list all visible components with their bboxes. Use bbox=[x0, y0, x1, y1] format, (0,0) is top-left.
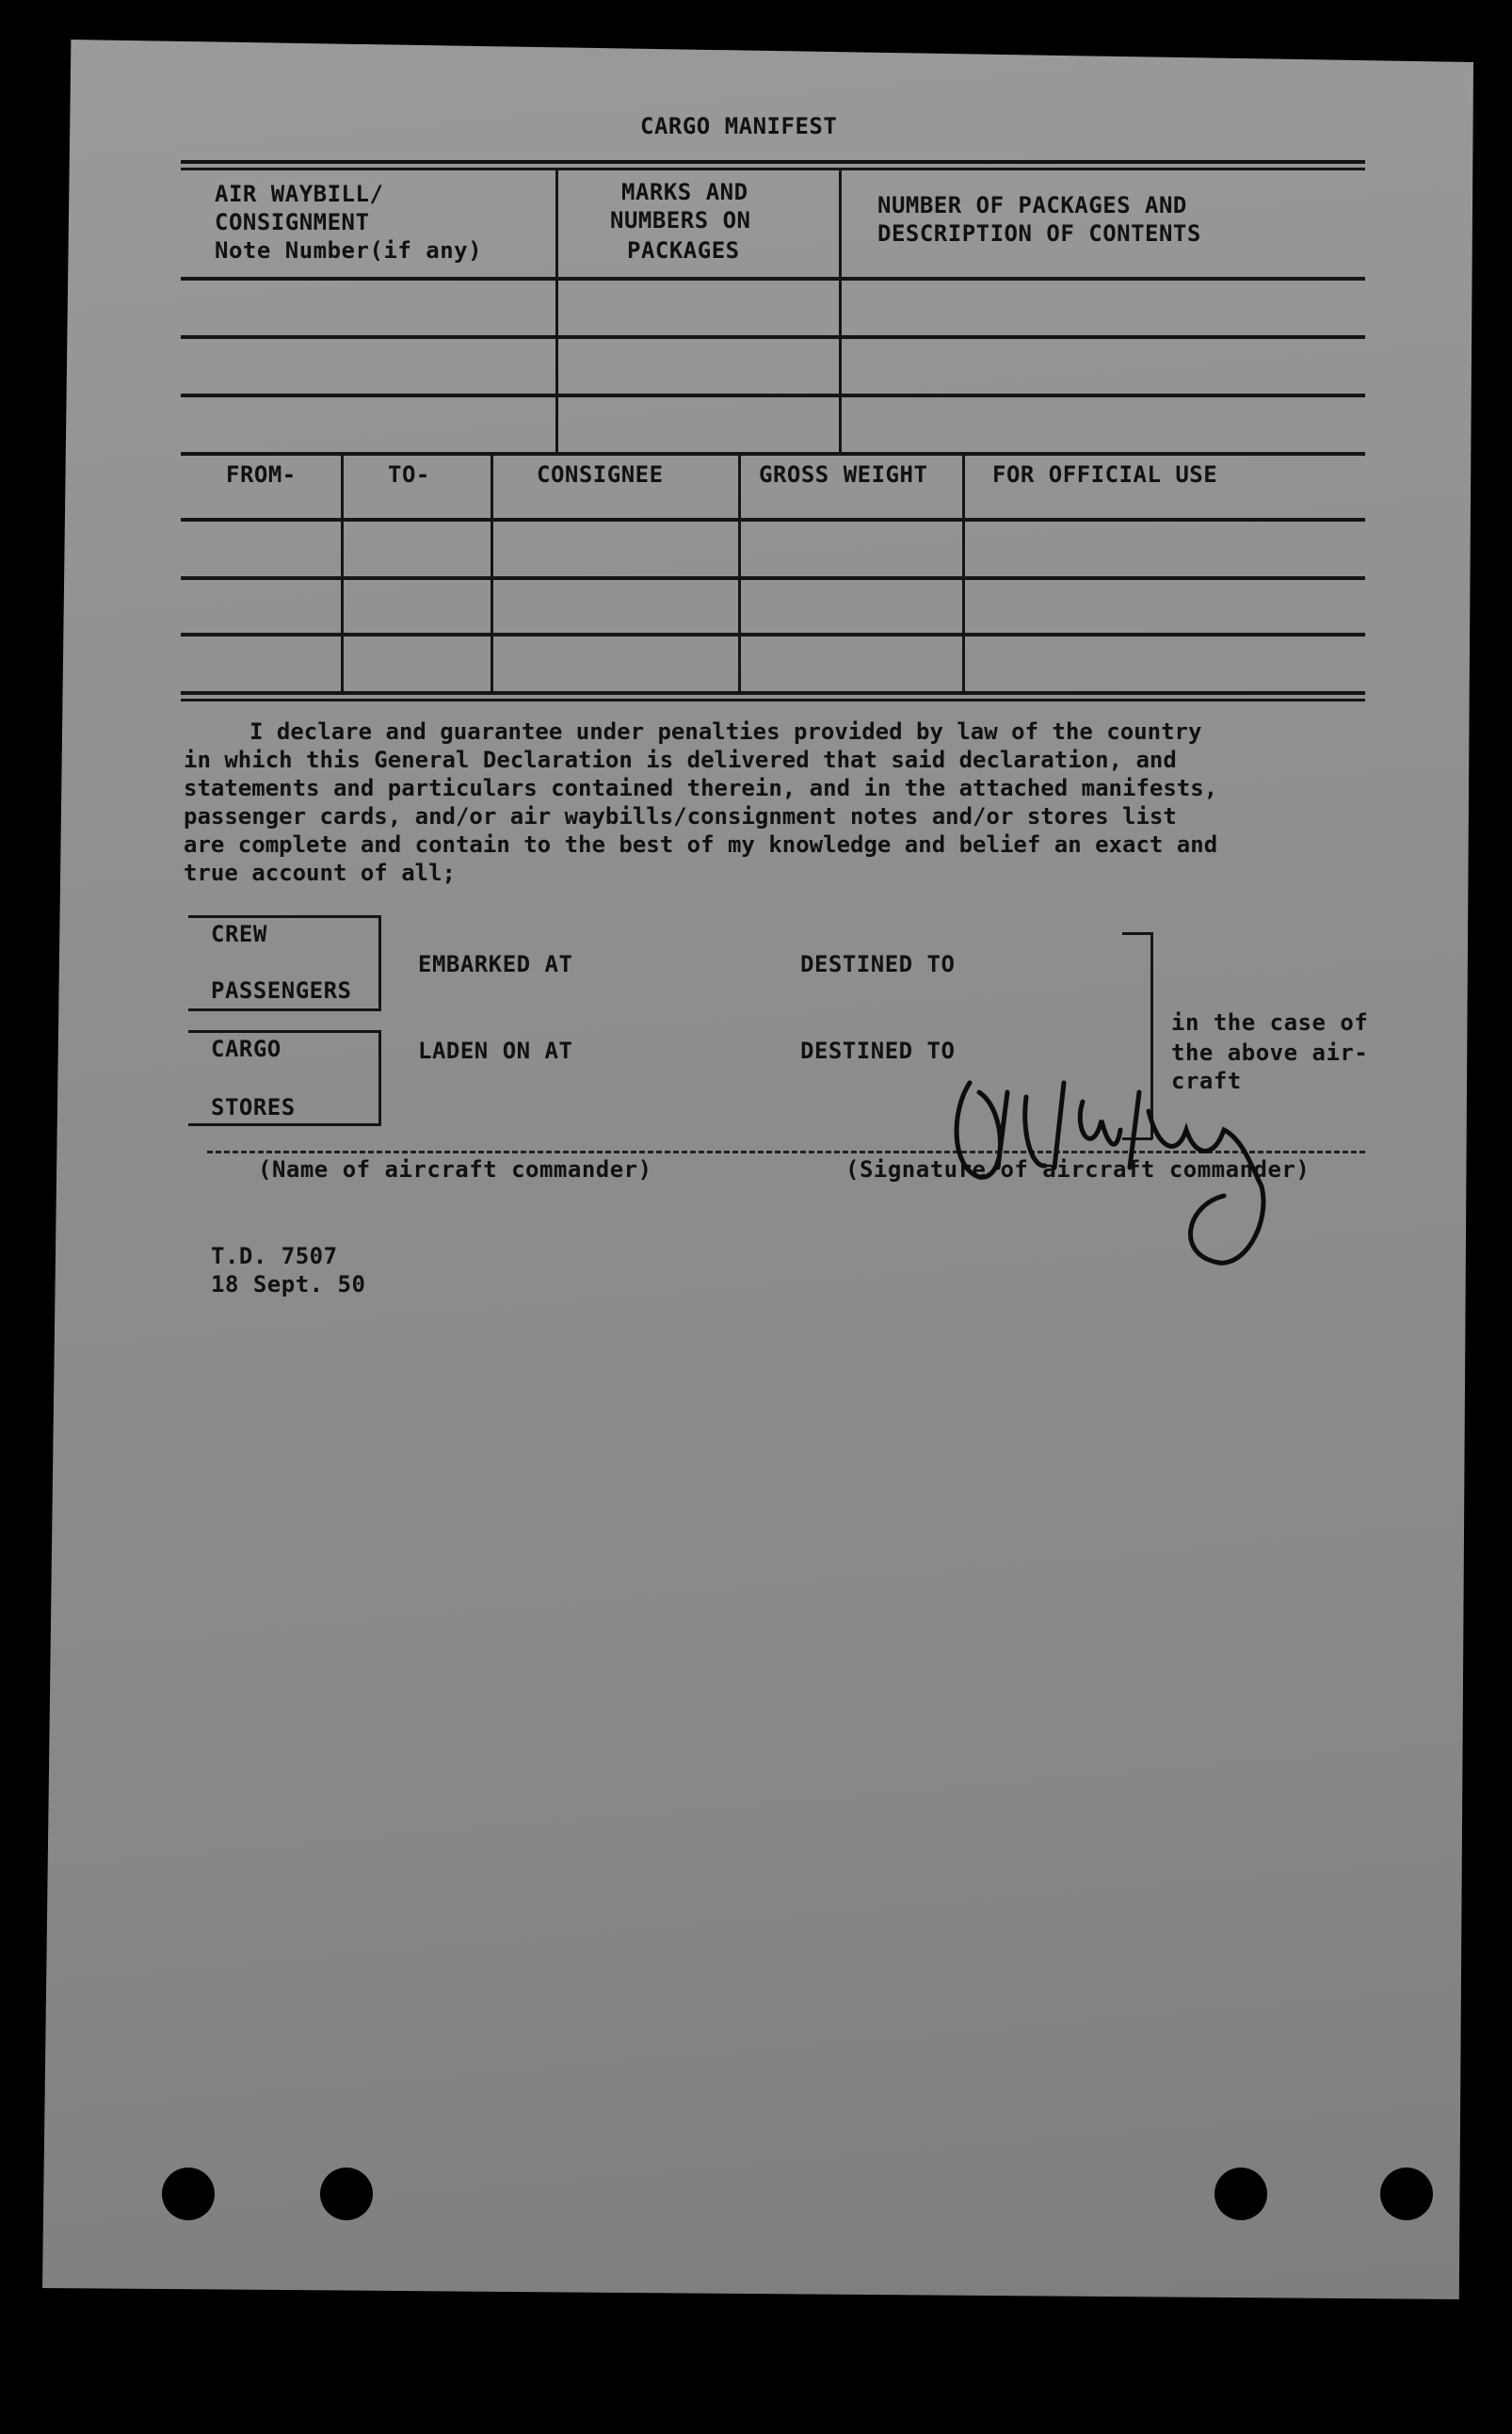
label-destined-to-2: DESTINED TO bbox=[800, 1038, 956, 1064]
side-note-line-1: in the case of bbox=[1171, 1009, 1369, 1036]
side-note-line-3: craft bbox=[1171, 1068, 1242, 1094]
punch-hole-4 bbox=[1380, 2168, 1433, 2220]
form-id-date: 18 Sept. 50 bbox=[211, 1271, 366, 1298]
header-gross-weight: GROSS WEIGHT bbox=[759, 461, 928, 488]
header-packages-line1: NUMBER OF PACKAGES AND bbox=[877, 192, 1187, 218]
second-table-bottom-2 bbox=[181, 699, 1365, 701]
declaration-line-2: in which this General Declaration is delivered that said declaration, and bbox=[184, 747, 1177, 773]
header-marks-line1: MARKS AND bbox=[621, 179, 748, 205]
top-table-row-line-3 bbox=[181, 394, 1365, 397]
header-waybill-line2: CONSIGNMENT bbox=[215, 209, 370, 235]
label-stores: STORES bbox=[211, 1094, 296, 1120]
commander-signature bbox=[941, 1055, 1337, 1290]
header-waybill-line1: AIR WAYBILL/ bbox=[215, 181, 384, 207]
top-table-border-top bbox=[181, 160, 1365, 164]
label-laden-on-at: LADEN ON AT bbox=[418, 1038, 573, 1064]
form-id-number: T.D. 7507 bbox=[211, 1243, 338, 1269]
second-table-divider-3 bbox=[738, 454, 741, 693]
form-title: CARGO MANIFEST bbox=[640, 113, 838, 139]
declaration-line-5: are complete and contain to the best of my knowledge and belief an exact and bbox=[184, 831, 1218, 858]
second-table-divider-4 bbox=[962, 454, 965, 693]
declaration-line-6: true account of all; bbox=[184, 860, 456, 886]
declaration-line-3: statements and particulars contained therein, and in the attached manifests, bbox=[184, 775, 1218, 801]
header-marks-line3: PACKAGES bbox=[627, 237, 740, 264]
top-table-border-top-2 bbox=[181, 168, 1365, 170]
punch-hole-2 bbox=[320, 2168, 373, 2220]
second-table-bottom bbox=[181, 691, 1365, 695]
top-table-row-line-1 bbox=[181, 277, 1365, 281]
punch-hole-3 bbox=[1214, 2168, 1267, 2220]
top-table-divider-2 bbox=[839, 169, 842, 454]
declaration-line-1: I declare and guarantee under penalties provided by law of the country bbox=[249, 718, 1202, 745]
header-official-use: FOR OFFICIAL USE bbox=[992, 461, 1218, 488]
side-note-line-2: the above air- bbox=[1171, 1040, 1369, 1066]
top-table-bottom bbox=[181, 452, 1365, 456]
label-embarked-at: EMBARKED AT bbox=[418, 951, 573, 977]
second-table-divider-2 bbox=[491, 454, 493, 693]
signature-stroke bbox=[957, 1083, 1263, 1263]
header-packages-line2: DESCRIPTION OF CONTENTS bbox=[877, 220, 1201, 247]
label-destined-to-1: DESTINED TO bbox=[800, 951, 956, 977]
commander-name-label: (Name of aircraft commander) bbox=[258, 1156, 652, 1183]
header-waybill-line3: Note Number(if any) bbox=[215, 237, 483, 264]
header-to: TO- bbox=[388, 461, 430, 488]
top-table-divider-1 bbox=[555, 169, 558, 454]
declaration-line-4: passenger cards, and/or air waybills/consignment notes and/or stores list bbox=[184, 803, 1177, 830]
punch-hole-1 bbox=[162, 2168, 215, 2220]
second-table-row-line-3 bbox=[181, 633, 1365, 637]
bracket-top bbox=[1122, 932, 1152, 935]
label-crew: CREW bbox=[211, 921, 267, 947]
declaration-text bbox=[184, 717, 1407, 887]
second-table-divider-1 bbox=[341, 454, 344, 693]
header-consignee: CONSIGNEE bbox=[537, 461, 664, 488]
second-table-row-line-1 bbox=[181, 518, 1365, 522]
header-marks-line2: NUMBERS ON bbox=[610, 207, 751, 234]
header-from: FROM- bbox=[226, 461, 297, 488]
label-cargo: CARGO bbox=[211, 1036, 281, 1062]
top-table-row-line-2 bbox=[181, 335, 1365, 339]
commander-signature-label: (Signature of aircraft commander) bbox=[845, 1156, 1311, 1183]
second-table-row-line-2 bbox=[181, 576, 1365, 580]
label-passengers: PASSENGERS bbox=[211, 977, 352, 1004]
